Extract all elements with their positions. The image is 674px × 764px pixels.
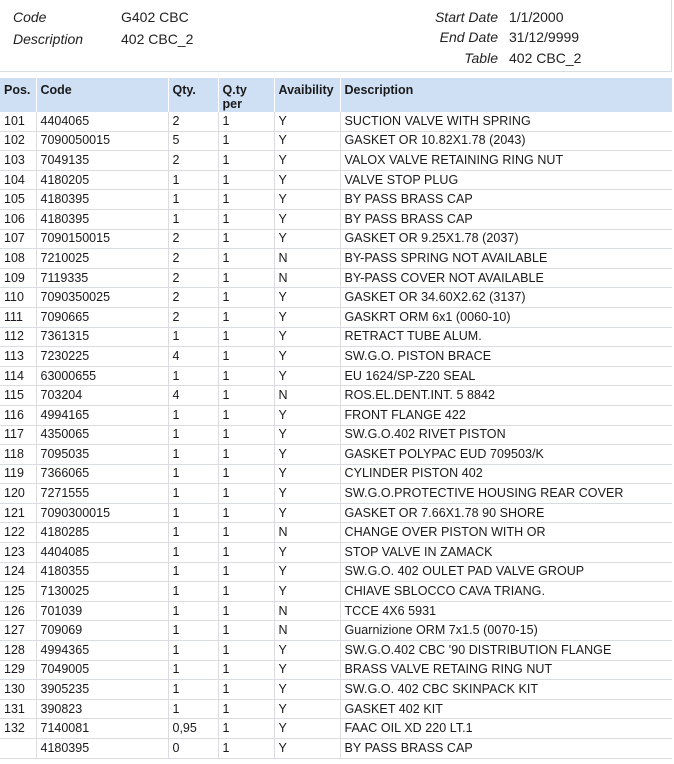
qty-per-cell: 1 (218, 562, 274, 582)
description-cell: SW.G.O. PISTON BRACE (340, 347, 672, 367)
qty-per-cell: 1 (218, 366, 274, 386)
qty-cell: 2 (168, 151, 218, 171)
pos-cell: 131 (0, 699, 36, 719)
qty-cell: 1 (168, 405, 218, 425)
availability-cell: Y (274, 503, 340, 523)
qty-cell: 1 (168, 190, 218, 210)
column-header-pos[interactable]: Pos. (0, 78, 36, 112)
pos-cell: 111 (0, 307, 36, 327)
table-header-row (0, 78, 672, 112)
availability-cell: Y (274, 347, 340, 367)
table-row[interactable] (0, 366, 672, 386)
qty-per-cell: 1 (218, 268, 274, 288)
pos-cell: 110 (0, 288, 36, 308)
qty-per-cell: 1 (218, 719, 274, 739)
code-cell: 7090350025 (36, 288, 168, 308)
description-cell: SW.G.O.402 RIVET PISTON (340, 425, 672, 445)
description-cell: GASKET 402 KIT (340, 699, 672, 719)
code-cell: 7210025 (36, 249, 168, 269)
qty-cell: 1 (168, 601, 218, 621)
availability-cell: Y (274, 307, 340, 327)
qty-cell: 0,95 (168, 719, 218, 739)
description-cell: SW.G.O. 402 OULET PAD VALVE GROUP (340, 562, 672, 582)
availability-cell: Y (274, 543, 340, 563)
description-cell: BY-PASS SPRING NOT AVAILABLE (340, 249, 672, 269)
availability-cell: Y (274, 229, 340, 249)
availability-cell: Y (274, 366, 340, 386)
qty-per-cell: 1 (218, 209, 274, 229)
pos-cell: 109 (0, 268, 36, 288)
qty-cell: 1 (168, 209, 218, 229)
table-row[interactable] (0, 543, 672, 563)
description-cell: Guarnizione ORM 7x1.5 (0070-15) (340, 621, 672, 641)
qty-cell: 1 (168, 641, 218, 661)
code-cell: 701039 (36, 601, 168, 621)
qty-cell: 1 (168, 484, 218, 504)
code-cell: 4180205 (36, 170, 168, 190)
code-cell: 4404085 (36, 543, 168, 563)
table-row[interactable] (0, 680, 672, 700)
availability-cell: Y (274, 719, 340, 739)
table-row[interactable] (0, 641, 672, 661)
pos-cell: 129 (0, 660, 36, 680)
code-cell: 4180395 (36, 190, 168, 210)
availability-cell: Y (274, 562, 340, 582)
qty-per-cell: 1 (218, 327, 274, 347)
code-cell: 390823 (36, 699, 168, 719)
code-cell: 7230225 (36, 347, 168, 367)
code-label: Code (13, 9, 47, 25)
qty-per-cell: 1 (218, 112, 274, 131)
description-cell: CYLINDER PISTON 402 (340, 464, 672, 484)
description-cell: BY PASS BRASS CAP (340, 190, 672, 210)
table-row[interactable] (0, 562, 672, 582)
description-cell: GASKET OR 9.25X1.78 (2037) (340, 229, 672, 249)
code-cell: 4350065 (36, 425, 168, 445)
start-date-label: Start Date (434, 9, 498, 25)
qty-cell: 1 (168, 366, 218, 386)
table-row[interactable] (0, 307, 672, 327)
table-row[interactable] (0, 523, 672, 543)
pos-cell: 128 (0, 641, 36, 661)
code-cell: 4180395 (36, 209, 168, 229)
end-date-value: 31/12/9999 (509, 29, 580, 45)
pos-cell: 102 (0, 131, 36, 151)
qty-cell: 1 (168, 503, 218, 523)
pos-cell: 122 (0, 523, 36, 543)
qty-per-cell: 1 (218, 249, 274, 269)
description-cell: SW.G.O.402 CBC '90 DISTRIBUTION FLANGE (340, 641, 672, 661)
availability-cell: Y (274, 582, 340, 602)
pos-cell: 115 (0, 386, 36, 406)
qty-per-cell: 1 (218, 523, 274, 543)
code-cell: 4994165 (36, 405, 168, 425)
qty-cell: 5 (168, 131, 218, 151)
pos-cell: 125 (0, 582, 36, 602)
description-cell: VALOX VALVE RETAINING RING NUT (340, 151, 672, 171)
qty-per-cell: 1 (218, 621, 274, 641)
table-row[interactable] (0, 719, 672, 739)
availability-cell: N (274, 386, 340, 406)
description-cell: TCCE 4X6 5931 (340, 601, 672, 621)
pos-cell: 116 (0, 405, 36, 425)
code-cell: 7271555 (36, 484, 168, 504)
start-date-value: 1/1/2000 (509, 9, 564, 25)
table-row[interactable] (0, 405, 672, 425)
availability-cell: Y (274, 680, 340, 700)
code-value: G402 CBC (121, 9, 189, 25)
code-cell: 7049135 (36, 151, 168, 171)
qty-cell: 4 (168, 386, 218, 406)
end-date-label: End Date (439, 29, 498, 45)
availability-cell: Y (274, 209, 340, 229)
qty-per-cell: 1 (218, 543, 274, 563)
description-cell: GASKET POLYPAC EUD 709503/K (340, 445, 672, 465)
qty-per-cell: 1 (218, 386, 274, 406)
table-row[interactable] (0, 601, 672, 621)
qty-per-cell: 1 (218, 699, 274, 719)
table-row[interactable] (0, 209, 672, 229)
table-row[interactable] (0, 170, 672, 190)
code-cell: 63000655 (36, 366, 168, 386)
description-value: 402 CBC_2 (121, 31, 194, 47)
pos-cell: 130 (0, 680, 36, 700)
pos-cell: 107 (0, 229, 36, 249)
qty-cell: 2 (168, 249, 218, 269)
pos-cell: 119 (0, 464, 36, 484)
description-cell: RETRACT TUBE ALUM. (340, 327, 672, 347)
table-row[interactable] (0, 151, 672, 171)
column-header-code[interactable]: Code (36, 78, 168, 112)
availability-cell: Y (274, 425, 340, 445)
availability-cell: Y (274, 151, 340, 171)
qty-cell: 1 (168, 327, 218, 347)
qty-cell: 2 (168, 268, 218, 288)
table-row[interactable] (0, 445, 672, 465)
table-row[interactable] (0, 268, 672, 288)
availability-cell: Y (274, 288, 340, 308)
column-header-qty-per[interactable]: Q.ty per (218, 78, 274, 112)
qty-cell: 1 (168, 699, 218, 719)
code-cell: 7130025 (36, 582, 168, 602)
availability-cell: Y (274, 699, 340, 719)
availability-cell: N (274, 268, 340, 288)
description-label: Description (13, 31, 84, 47)
qty-per-cell: 1 (218, 131, 274, 151)
pos-cell: 127 (0, 621, 36, 641)
parts-table (0, 78, 672, 759)
code-cell: 3905235 (36, 680, 168, 700)
description-cell: BY-PASS COVER NOT AVAILABLE (340, 268, 672, 288)
pos-cell: 118 (0, 445, 36, 465)
description-cell: SW.G.O. 402 CBC SKINPACK KIT (340, 680, 672, 700)
pos-cell: 126 (0, 601, 36, 621)
description-cell: FRONT FLANGE 422 (340, 405, 672, 425)
table-row[interactable] (0, 425, 672, 445)
code-cell: 4404065 (36, 112, 168, 131)
description-cell: BY PASS BRASS CAP (340, 209, 672, 229)
availability-cell: Y (274, 190, 340, 210)
code-cell: 709069 (36, 621, 168, 641)
availability-cell: Y (274, 327, 340, 347)
qty-cell: 4 (168, 347, 218, 367)
code-cell: 7095035 (36, 445, 168, 465)
qty-per-cell: 1 (218, 288, 274, 308)
availability-cell: N (274, 523, 340, 543)
table-row[interactable] (0, 503, 672, 523)
code-cell: 4180285 (36, 523, 168, 543)
qty-per-cell: 1 (218, 660, 274, 680)
description-cell: VALVE STOP PLUG (340, 170, 672, 190)
qty-per-cell: 1 (218, 503, 274, 523)
column-header-qty[interactable]: Qty. (168, 78, 218, 112)
qty-per-cell: 1 (218, 405, 274, 425)
availability-cell: Y (274, 739, 340, 759)
qty-cell: 2 (168, 288, 218, 308)
availability-cell: Y (274, 641, 340, 661)
table-label: Table (464, 50, 498, 66)
qty-cell: 1 (168, 523, 218, 543)
availability-cell: N (274, 621, 340, 641)
table-row[interactable] (0, 386, 672, 406)
qty-per-cell: 1 (218, 190, 274, 210)
description-cell: BRASS VALVE RETAING RING NUT (340, 660, 672, 680)
availability-cell: Y (274, 660, 340, 680)
description-cell: GASKRT ORM 6x1 (0060-10) (340, 307, 672, 327)
qty-per-cell: 1 (218, 739, 274, 759)
column-header-availability[interactable]: Avaibility (274, 78, 340, 112)
table-row[interactable] (0, 347, 672, 367)
qty-per-cell: 1 (218, 641, 274, 661)
code-cell: 703204 (36, 386, 168, 406)
availability-cell: Y (274, 170, 340, 190)
qty-cell: 1 (168, 445, 218, 465)
code-cell: 4180395 (36, 739, 168, 759)
table-row[interactable] (0, 288, 672, 308)
column-header-description[interactable]: Description (340, 78, 672, 112)
qty-per-cell: 1 (218, 484, 274, 504)
qty-cell: 1 (168, 582, 218, 602)
description-cell: CHIAVE SBLOCCO CAVA TRIANG. (340, 582, 672, 602)
code-cell: 7049005 (36, 660, 168, 680)
qty-per-cell: 1 (218, 445, 274, 465)
description-cell: ROS.EL.DENT.INT. 5 8842 (340, 386, 672, 406)
description-cell: CHANGE OVER PISTON WITH OR (340, 523, 672, 543)
pos-cell: 113 (0, 347, 36, 367)
description-cell: EU 1624/SP-Z20 SEAL (340, 366, 672, 386)
qty-cell: 1 (168, 464, 218, 484)
description-cell: GASKET OR 34.60X2.62 (3137) (340, 288, 672, 308)
code-cell: 7090300015 (36, 503, 168, 523)
qty-cell: 2 (168, 229, 218, 249)
availability-cell: Y (274, 464, 340, 484)
description-cell: BY PASS BRASS CAP (340, 739, 672, 759)
availability-cell: Y (274, 484, 340, 504)
availability-cell: Y (274, 131, 340, 151)
code-cell: 7366065 (36, 464, 168, 484)
description-cell: STOP VALVE IN ZAMACK (340, 543, 672, 563)
qty-per-cell: 1 (218, 307, 274, 327)
pos-cell: 104 (0, 170, 36, 190)
qty-per-cell: 1 (218, 582, 274, 602)
qty-per-cell: 1 (218, 601, 274, 621)
qty-per-cell: 1 (218, 170, 274, 190)
qty-per-cell: 1 (218, 425, 274, 445)
table-body (0, 112, 672, 758)
code-cell: 7090150015 (36, 229, 168, 249)
pos-cell: 121 (0, 503, 36, 523)
availability-cell: Y (274, 112, 340, 131)
pos-cell: 103 (0, 151, 36, 171)
qty-cell: 0 (168, 739, 218, 759)
qty-cell: 1 (168, 621, 218, 641)
code-cell: 7361315 (36, 327, 168, 347)
qty-cell: 2 (168, 307, 218, 327)
pos-cell: 124 (0, 562, 36, 582)
description-cell: GASKET OR 10.82X1.78 (2043) (340, 131, 672, 151)
availability-cell: Y (274, 445, 340, 465)
pos-cell: 108 (0, 249, 36, 269)
table-row[interactable] (0, 739, 672, 759)
qty-cell: 1 (168, 170, 218, 190)
table-row[interactable] (0, 327, 672, 347)
document-header (0, 0, 672, 72)
code-cell: 7140081 (36, 719, 168, 739)
table-row[interactable] (0, 484, 672, 504)
code-cell: 4180355 (36, 562, 168, 582)
qty-cell: 1 (168, 543, 218, 563)
table-row[interactable] (0, 190, 672, 210)
pos-cell: 120 (0, 484, 36, 504)
description-cell: GASKET OR 7.66X1.78 90 SHORE (340, 503, 672, 523)
table-row[interactable] (0, 660, 672, 680)
pos-cell (0, 739, 36, 759)
code-cell: 7090050015 (36, 131, 168, 151)
qty-cell: 1 (168, 660, 218, 680)
availability-cell: Y (274, 405, 340, 425)
pos-cell: 101 (0, 112, 36, 131)
qty-per-cell: 1 (218, 680, 274, 700)
table-row[interactable] (0, 464, 672, 484)
pos-cell: 105 (0, 190, 36, 210)
description-cell: FAAC OIL XD 220 LT.1 (340, 719, 672, 739)
availability-cell: N (274, 249, 340, 269)
pos-cell: 112 (0, 327, 36, 347)
qty-cell: 1 (168, 680, 218, 700)
code-cell: 4994365 (36, 641, 168, 661)
table-row[interactable] (0, 112, 672, 131)
qty-cell: 1 (168, 425, 218, 445)
qty-per-cell: 1 (218, 347, 274, 367)
qty-per-cell: 1 (218, 151, 274, 171)
description-cell: SW.G.O.PROTECTIVE HOUSING REAR COVER (340, 484, 672, 504)
table-row[interactable] (0, 699, 672, 719)
pos-cell: 117 (0, 425, 36, 445)
pos-cell: 106 (0, 209, 36, 229)
qty-cell: 2 (168, 112, 218, 131)
table-row[interactable] (0, 229, 672, 249)
availability-cell: N (274, 601, 340, 621)
code-cell: 7090665 (36, 307, 168, 327)
pos-cell: 132 (0, 719, 36, 739)
qty-per-cell: 1 (218, 464, 274, 484)
table-row[interactable] (0, 621, 672, 641)
description-cell: SUCTION VALVE WITH SPRING (340, 112, 672, 131)
table-row[interactable] (0, 582, 672, 602)
pos-cell: 114 (0, 366, 36, 386)
table-row[interactable] (0, 249, 672, 269)
qty-cell: 1 (168, 562, 218, 582)
qty-per-cell: 1 (218, 229, 274, 249)
table-value: 402 CBC_2 (509, 50, 582, 66)
code-cell: 7119335 (36, 268, 168, 288)
table-row[interactable] (0, 131, 672, 151)
pos-cell: 123 (0, 543, 36, 563)
